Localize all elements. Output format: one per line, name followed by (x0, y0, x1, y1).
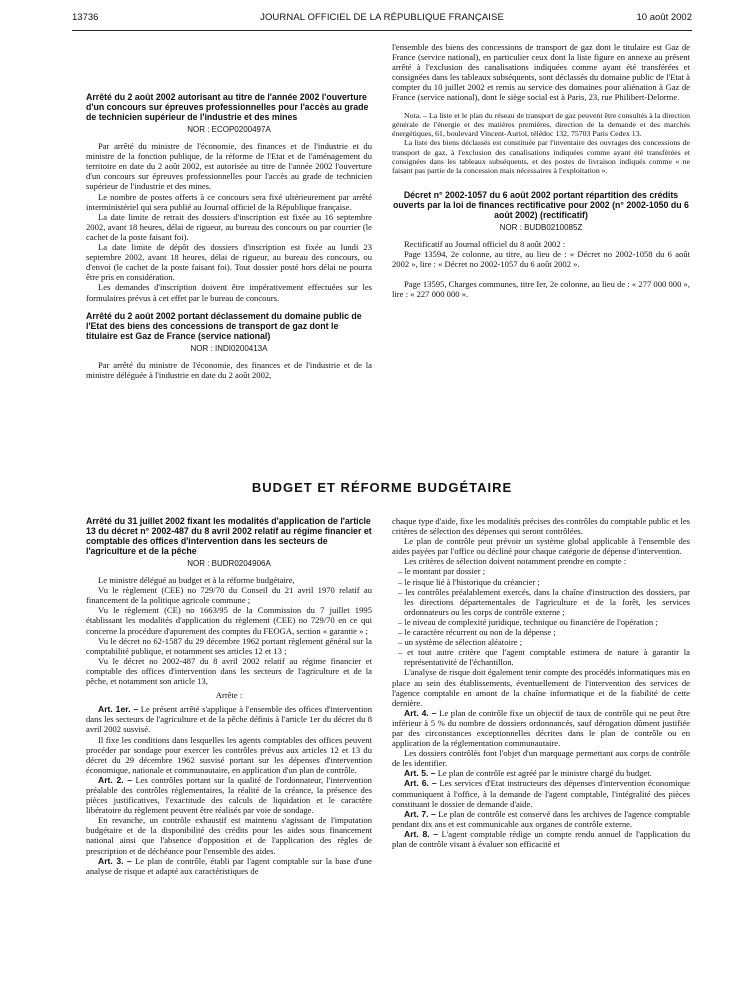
article (392, 829, 690, 849)
spacer (392, 176, 690, 190)
paragraph: Vu le règlement (CEE) no 729/70 du Conseil du 21 avril 1970 relatif au financement de la politique agricole commune ; (86, 585, 372, 606)
article-text: Le plan de contrôle, établi par l'agent comptable sur la base d'une analyse de risque et adapté aux caractéristiques de (86, 855, 372, 876)
article-text: Le plan de contrôle fixe un objectif de taux de contrôle qui ne peut être inférieur à 5 % du nombre de dossiers ordonnancés, sauf dérogation dûment justifiée par des circonstances exceptionnelles décrites dans le plan de contrôle ou en application de la réglementation communautaire. (392, 707, 690, 749)
article (392, 708, 690, 748)
article (86, 704, 372, 734)
decree-title: Arrêté du 31 juillet 2002 fixant les modalités d'application de l'article 13 du décret n° 2002-487 du 8 avril 2002 relatif au régime financier et comptable des offices d'intervention dans les secteurs de l'agriculture et de la pêche (86, 516, 372, 556)
paragraph: Les demandes d'inscription doivent être impérativement effectuées sur les formulaires prévus à cet effet par le bureau de concours. (86, 282, 372, 303)
article (86, 856, 372, 876)
column-left-bottom (86, 516, 372, 876)
article (86, 775, 372, 815)
spacer (392, 103, 690, 111)
paragraph: La date limite de retrait des dossiers d'inscription est fixée au 16 septembre 2002, avant 18 heures, délai de rigueur, au bureau des concours ou par courrier (le cachet de la poste faisant foi). (86, 211, 372, 242)
paragraph: En revanche, un contrôle exhaustif est maintenu s'agissant de l'imputation budgétaire et de la disponibilité des crédits pour les aides sous financement national ainsi que l'absence d'opposition et de l'application des règles de prescription et de déchéance pour l'ensemble des aides. (86, 815, 372, 856)
paragraph: Les dossiers contrôlés font l'objet d'un marquage permettant aux corps de contrôle de les identifier. (392, 748, 690, 769)
article-text: Le présent arrêté s'applique à l'ensemble des offices d'intervention dans les secteurs de l'agriculture et de la pêche définis à l'article 1er du décret du 8 avril 2002 susvisé. (86, 704, 372, 735)
article-label: Art. 1er. – (98, 704, 139, 715)
article-label: Art. 2. – (98, 774, 133, 785)
paragraph: Le ministre délégué au budget et à la réforme budgétaire, (98, 575, 295, 586)
decree-title: Arrêté du 2 août 2002 portant déclassement du domaine public de l'Etat des biens des concessions de transport de gaz dont le titulaire est Gaz de France (service national) (86, 310, 362, 341)
paragraph: La date limite de dépôt des dossiers d'inscription est fixée au lundi 23 septembre 2002, avant 18 heures, délai de rigueur, au bureau des concours, ou d'envoi (le cachet de la poste faisant foi). Tout dossier posté hors délai ne pourra être pris en considération. (86, 242, 372, 283)
decree-title: Arrêté du 2 août 2002 autorisant au titre de l'année 2002 l'ouverture d'un concours sur épreuves professionnelles pour l'accès au grade de technicien supérieur de l'industrie et des mines (86, 92, 369, 122)
list-item: – et tout autre critère que l'agent comptable estimera de nature à garantir la représentativité de l'échantillon. (398, 647, 690, 668)
article-text: L'agent comptable rédige un compte rendu annuel de l'application du plan de contrôle visant à évaluer son efficacité et (392, 828, 690, 849)
issue-date: 10 août 2002 (636, 12, 692, 23)
paragraph: Rectificatif au Journal officiel du 8 août 2002 : (404, 238, 566, 249)
nor-reference: NOR : BUDR0204906A (187, 559, 271, 568)
article-label: Art. 7. – (404, 808, 436, 819)
list-item: – le niveau de complexité juridique, technique ou financière de l'opération ; (398, 616, 658, 627)
column-right-top (392, 42, 690, 299)
article-text: Le plan de contrôle est conservé dans les archives de l'agence comptable pendant dix ans et est communicable aux organes de contrôle externe. (392, 808, 690, 829)
column-right-bottom (392, 516, 690, 849)
journal-title: JOURNAL OFFICIEL DE LA RÉPUBLIQUE FRANÇAISE (260, 12, 504, 23)
paragraph: Page 13595, Charges communes, titre Ier, 2e colonne, au lieu de : « 277 000 000 », lire : « 227 000 000 ». (392, 279, 690, 300)
decree-title: Décret n° 2002-1057 du 6 août 2002 portant répartition des crédits ouverts par la loi de finances rectificative pour 2002 (n° 2002-1050 du 6 août 2002) (rectificatif) (393, 189, 689, 220)
page-header (72, 12, 692, 28)
paragraph: Le nombre de postes offerts à ce concours sera fixé ultérieurement par arrêté interministériel qui sera publié au Journal officiel de la République française. (86, 191, 372, 212)
paragraph: Les critères de sélection doivent notamment prendre en compte : (404, 556, 627, 567)
spacer (392, 269, 690, 279)
nor-reference: NOR : INDI0200413A (190, 343, 268, 353)
arrete-label: Arrête : (215, 690, 243, 701)
article-label: Art. 8. – (404, 828, 439, 839)
column-left-top (86, 92, 372, 380)
article (392, 778, 690, 808)
list-item: – les contrôles préalablement exercés, dans la chaîne d'instruction des dossiers, par les directions départementales de l'agriculture et de la forêt, les services ordonnateurs ou les corps de contrôle externe ; (398, 586, 690, 617)
article (392, 809, 690, 829)
paragraph: Vu le décret no 2002-487 du 8 avril 2002 relatif au régime financier et comptable des offices d'intervention dans les secteurs de l'agriculture et de la pêche, et notamment son article 13, (86, 655, 372, 687)
article (392, 768, 690, 778)
paragraph: Il fixe les conditions dans lesquelles les agents comptables des offices peuvent procéder par sondage pour exercer les contrôles prévus aux articles 12 et 13 du décret du 29 décembre 1962 susvisé portant sur les dépenses d'intervention économique, nationale et communautaire, en application d'un plan de contrôle. (86, 734, 372, 775)
paragraph: chaque type d'aide, fixe les modalités précises des contrôles du comptable public et les critères de sélection des dépenses qui seront contrôlées. (392, 516, 690, 537)
criteria-list (392, 566, 690, 667)
paragraph: Par arrêté du ministre de l'économie, des finances et de l'industrie et de la ministre déléguée à l'industrie en date du 2 août 2002, (86, 359, 372, 380)
list-item: – le montant par dossier ; (398, 566, 486, 577)
note: La liste des biens déclassés est constituée par l'inventaire des ouvrages des concessions de transport de gaz, à l'exclusion des canalisations indiquées comme ayant été transférées et consignées dans les tableaux subséquents, et des postes de livraison indiqués comme « ne faisant pas partie de la concession mais nécessaires à l'exploitation ». (392, 138, 690, 176)
article-text: Les contrôles portant sur la qualité de l'ordonnateur, l'intervention préalable des contrôles réglementaires, la réalité de la créance, la présence des pièces justificatives, l'exactitude des calculs de liquidation et le caractère libératoire du règlement peuvent être réalisés par voie de sondage. (86, 774, 372, 816)
note: Nota. – La liste et le plan du réseau de transport de gaz peuvent être consultés à la direction générale de l'énergie et des matières premières, direction de la demande et des marchés énergétiques, 61, boulevard Vincent-Auriol, télédoc 132, 75703 Paris Cedex 13. (392, 110, 690, 139)
paragraph: Vu le règlement (CE) no 1663/95 de la Commission du 7 juillet 1995 établissant les modalités d'application du règlement (CEE) no 729/70 en ce qui concerne la procédure d'apurement des comptes du FEOGA, section « garantie » ; (86, 605, 372, 636)
header-rule (72, 30, 692, 31)
paragraph: L'analyse de risque doit également tenir compte des procédés informatiques mis en place au sein des établissements, éventuellement de l'intervention des services de l'agence comptable en amont de la chaîne informatique et de la fiabilité de cette dernière. (392, 667, 690, 708)
article-label: Art. 3. – (98, 855, 132, 866)
article-label: Art. 5. – (404, 768, 436, 779)
article-label: Art. 4. – (404, 707, 437, 718)
paragraph: Le plan de contrôle peut prévoir un système global applicable à l'ensemble des aides payées par l'office ou décliné pour chaque catégorie de dépense d'intervention. (392, 536, 690, 557)
list-item: – le risque lié à l'historique du créancier ; (398, 576, 540, 587)
article-text: Les services d'Etat instructeurs des dépenses d'intervention économique communiquent à l'office, à la demande de l'agent comptable, l'intégralité des pièces constituant le dossier de demande d'aide. (392, 778, 690, 809)
spacer (86, 303, 372, 311)
section-heading: BUDGET ET RÉFORME BUDGÉTAIRE (251, 480, 513, 495)
list-item: – le caractère récurrent ou non de la dépense ; (398, 627, 556, 638)
nor-reference: NOR : BUDB0210085Z (499, 222, 583, 232)
article-label: Art. 6. – (404, 778, 437, 789)
paragraph: l'ensemble des biens des concessions de transport de gaz dont le titulaire est Gaz de France (service national), en particulier ceux dont la liste figure en annexe au présent arrêté à l'exclusion des canalisations indiquées comme ayant été transférées et consignées dans les tableaux subséquents, sont déclassés du domaine public de l'Etat à compter du 10 juillet 2002 et remis au service des domaines pour aliénation à Gaz de France (service national), dont le siège social est à Paris, 23, rue Philibert-Delorme. (392, 42, 690, 103)
page-number: 13736 (72, 12, 99, 23)
paragraph: Vu le décret no 62-1587 du 29 décembre 1962 portant règlement général sur la comptabilité publique, et notamment ses articles 12 et 13 ; (86, 635, 372, 656)
nor-reference: NOR : ECOP0200497A (187, 125, 271, 134)
article-text: Le plan de contrôle est agréé par le ministre chargé du budget. (437, 768, 652, 779)
paragraph: Par arrêté du ministre de l'économie, des finances et de l'industrie et du ministre de la fonction publique, de la réforme de l'Etat et de l'aménagement du territoire en date du 2 août 2002, est autorisée au titre de l'année 2002 l'ouverture d'un concours sur épreuves professionnelles pour l'accès au grade de technicien supérieur de l'industrie et des mines. (86, 141, 372, 192)
paragraph: Page 13594, 2e colonne, au titre, au lieu de : « Décret no 2002-1058 du 6 août 2002 », lire : « Décret no 2002-1057 du 6 août 2002 ». (392, 248, 690, 269)
list-item: – un système de sélection aléatoire ; (398, 637, 523, 648)
